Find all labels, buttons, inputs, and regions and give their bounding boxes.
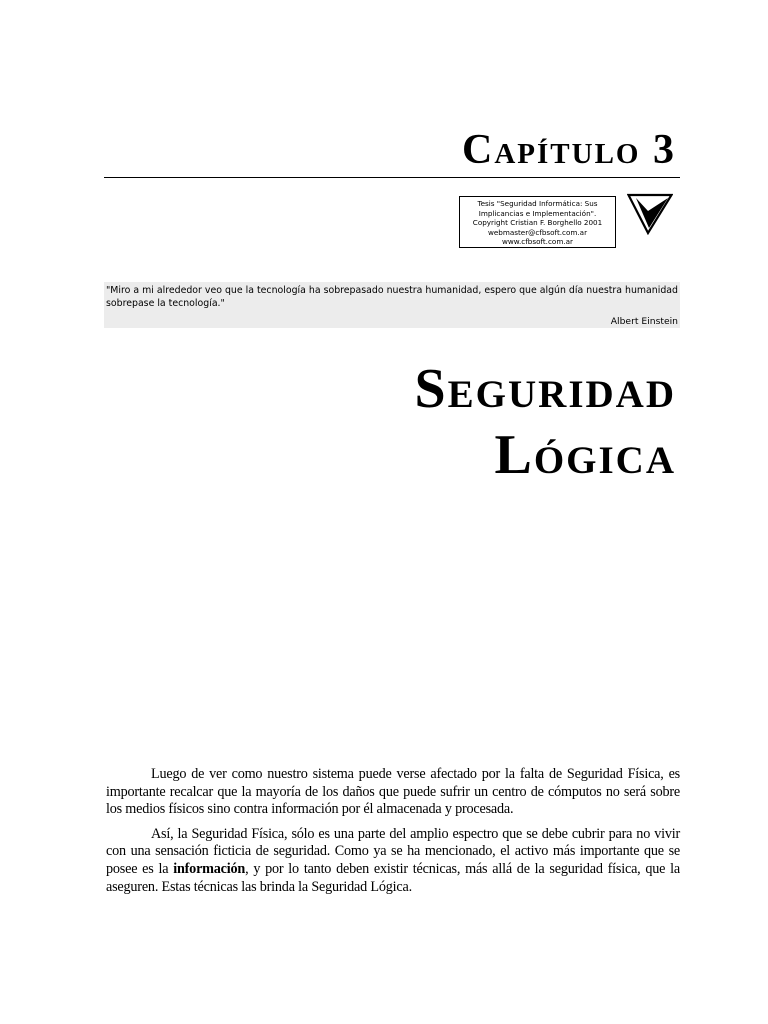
- copyright-line: Implicancias e Implementación".: [478, 208, 597, 218]
- copyright-website: www.cfbsoft.com.ar: [502, 237, 573, 247]
- quote-author: Albert Einstein: [610, 316, 678, 327]
- body-text: [106, 766, 680, 903]
- epigraph-quote: [104, 282, 680, 328]
- chapter-divider: [104, 177, 680, 178]
- section-title: [415, 356, 677, 488]
- copyright-box: [459, 196, 616, 248]
- copyright-line: Copyright Cristian F. Borghello 2001: [472, 218, 603, 228]
- paragraph: [106, 826, 680, 896]
- paragraph-text: , y por lo tanto deben existir técnicas, más allá de la seguridad física, que la aseguren. Estas técnicas las brinda la Seguridad Lógica.: [106, 860, 680, 895]
- copyright-line: Tesis "Seguridad Informática: Sus: [477, 199, 598, 208]
- quote-text: "Miro a mi alrededor veo que la tecnología ha sobrepasado nuestra humanidad, espero que algún día nuestra humanidad sobrepase la tecnología.": [106, 285, 678, 309]
- section-title-line: Lógica: [494, 424, 676, 486]
- section-title-line: Seguridad: [414, 358, 676, 420]
- chapter-title: Capítulo 3: [462, 127, 676, 173]
- checkmark-v-logo-icon: [627, 193, 673, 235]
- copyright-email: webmaster@cfbsoft.com.ar: [487, 227, 588, 237]
- paragraph: Luego de ver como nuestro sistema puede verse afectado por la falta de Seguridad Física, es importante recalcar que la mayoría de los daños que puede sufrir un centro de cómputos no será sobre los medios físicos sino contra información por él almacenada y procesada.: [106, 766, 680, 818]
- paragraph-text: Así, la Seguridad Física, sólo es una parte del amplio espectro que se debe cubrir para no vivir con una sensación ficticia de seguridad. Como ya se ha mencionado, el activo más importante que se posee es la: [106, 825, 680, 877]
- bold-term: información: [173, 860, 246, 877]
